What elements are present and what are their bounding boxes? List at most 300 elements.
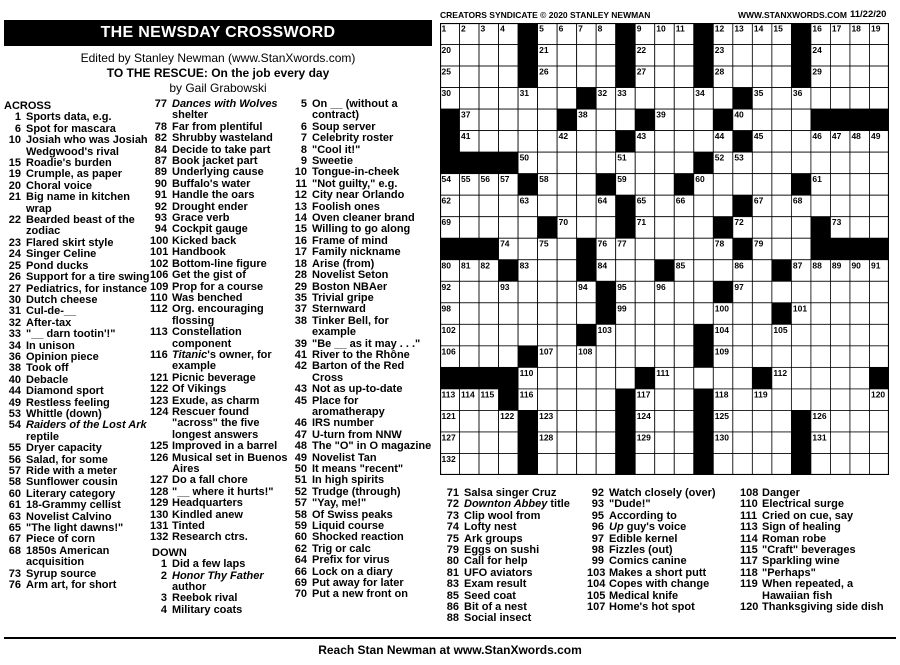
grid-cell[interactable] — [752, 324, 772, 346]
grid-cell[interactable] — [772, 432, 792, 454]
grid-cell[interactable] — [791, 238, 811, 260]
grid-cell[interactable] — [518, 217, 538, 239]
cell-number: 116 — [519, 389, 534, 400]
grid-cell[interactable] — [557, 152, 577, 174]
grid-cell[interactable] — [830, 152, 850, 174]
grid-cell[interactable] — [713, 453, 733, 475]
grid-cell[interactable] — [830, 410, 850, 432]
grid-cell[interactable] — [577, 217, 597, 239]
grid-cell[interactable] — [850, 152, 870, 174]
grid-cell[interactable] — [850, 324, 870, 346]
grid-cell[interactable] — [655, 195, 675, 217]
grid-cell[interactable] — [869, 195, 889, 217]
grid-cell[interactable] — [616, 324, 636, 346]
grid-cell[interactable] — [655, 238, 675, 260]
grid-cell[interactable] — [869, 346, 889, 368]
grid-cell[interactable] — [752, 260, 772, 282]
grid-cell[interactable] — [577, 367, 597, 389]
grid-cell[interactable] — [694, 260, 714, 282]
grid-block — [479, 367, 499, 389]
grid-cell[interactable] — [694, 303, 714, 325]
grid-cell[interactable] — [733, 303, 753, 325]
grid-cell[interactable] — [811, 453, 831, 475]
cell-number: 13 — [734, 23, 744, 34]
grid-cell[interactable] — [674, 453, 694, 475]
grid-cell[interactable] — [479, 453, 499, 475]
grid-cell[interactable] — [499, 346, 519, 368]
grid-cell[interactable] — [752, 432, 772, 454]
grid-cell[interactable] — [616, 367, 636, 389]
grid-cell[interactable] — [518, 238, 538, 260]
grid-cell[interactable] — [811, 152, 831, 174]
cell-number: 67 — [753, 195, 764, 206]
grid-cell[interactable] — [811, 303, 831, 325]
grid-cell[interactable] — [791, 131, 811, 153]
grid-cell[interactable] — [850, 367, 870, 389]
cell-number: 77 — [617, 238, 627, 249]
grid-cell[interactable] — [850, 217, 870, 239]
grid-cell[interactable] — [499, 303, 519, 325]
grid-cell[interactable] — [557, 281, 577, 303]
grid-cell[interactable] — [772, 109, 792, 131]
grid-cell[interactable] — [557, 260, 577, 282]
grid-cell[interactable] — [772, 346, 792, 368]
grid-cell[interactable] — [830, 45, 850, 67]
grid-cell[interactable] — [733, 66, 753, 88]
grid-cell[interactable] — [772, 174, 792, 196]
grid-cell[interactable] — [596, 389, 616, 411]
grid-cell[interactable] — [577, 174, 597, 196]
grid-cell[interactable] — [791, 389, 811, 411]
grid-cell[interactable] — [655, 432, 675, 454]
grid-cell[interactable] — [577, 195, 597, 217]
grid-cell[interactable] — [655, 410, 675, 432]
grid-cell[interactable] — [674, 152, 694, 174]
grid-cell[interactable] — [518, 324, 538, 346]
grid-cell[interactable] — [635, 346, 655, 368]
grid-cell[interactable] — [772, 281, 792, 303]
grid-cell[interactable] — [479, 324, 499, 346]
grid-cell[interactable] — [557, 303, 577, 325]
cell-number: 34 — [695, 88, 705, 99]
grid-cell[interactable] — [674, 88, 694, 110]
grid-cell[interactable] — [557, 367, 577, 389]
grid-cell[interactable] — [869, 174, 889, 196]
clue-number: 13 — [294, 200, 307, 213]
grid-cell[interactable] — [655, 453, 675, 475]
grid-cell[interactable] — [733, 453, 753, 475]
grid-cell[interactable] — [850, 303, 870, 325]
grid-cell[interactable] — [830, 195, 850, 217]
grid-cell[interactable] — [460, 66, 480, 88]
grid-cell[interactable] — [791, 109, 811, 131]
grid-cell[interactable] — [674, 324, 694, 346]
grid-cell[interactable] — [869, 324, 889, 346]
grid-cell[interactable] — [752, 346, 772, 368]
grid-cell[interactable] — [850, 410, 870, 432]
grid-cell[interactable] — [694, 238, 714, 260]
grid-cell[interactable] — [557, 410, 577, 432]
grid-cell[interactable] — [499, 45, 519, 67]
grid-cell[interactable] — [460, 432, 480, 454]
grid-cell[interactable] — [596, 410, 616, 432]
grid-cell[interactable] — [577, 453, 597, 475]
grid-cell[interactable] — [850, 45, 870, 67]
grid-cell[interactable] — [577, 152, 597, 174]
grid-cell[interactable] — [850, 174, 870, 196]
grid-cell[interactable] — [869, 45, 889, 67]
cell-number: 66 — [675, 195, 686, 206]
grid-cell[interactable] — [850, 66, 870, 88]
grid-cell[interactable] — [596, 109, 616, 131]
grid-cell[interactable] — [752, 303, 772, 325]
grid-cell[interactable] — [460, 324, 480, 346]
grid-cell[interactable] — [596, 367, 616, 389]
grid-cell[interactable] — [752, 66, 772, 88]
grid-cell[interactable] — [479, 45, 499, 67]
grid-cell[interactable] — [791, 346, 811, 368]
grid-cell[interactable] — [772, 88, 792, 110]
grid-cell[interactable] — [635, 260, 655, 282]
grid-cell[interactable] — [733, 45, 753, 67]
grid-cell[interactable] — [674, 389, 694, 411]
cell-number: 119 — [753, 389, 768, 400]
grid-cell[interactable] — [616, 109, 636, 131]
grid-cell[interactable] — [557, 238, 577, 260]
grid-cell[interactable] — [557, 174, 577, 196]
crossword-grid[interactable] — [440, 23, 889, 475]
grid-cell[interactable] — [752, 45, 772, 67]
grid-cell[interactable] — [557, 324, 577, 346]
grid-cell[interactable] — [460, 453, 480, 475]
grid-cell[interactable] — [850, 389, 870, 411]
grid-cell[interactable] — [830, 453, 850, 475]
grid-cell[interactable] — [674, 66, 694, 88]
grid-cell[interactable] — [850, 88, 870, 110]
grid-cell[interactable] — [694, 109, 714, 131]
grid-cell[interactable] — [791, 152, 811, 174]
grid-cell[interactable] — [577, 389, 597, 411]
grid-cell[interactable] — [674, 410, 694, 432]
grid-cell[interactable] — [499, 432, 519, 454]
grid-cell[interactable] — [479, 432, 499, 454]
grid-cell[interactable] — [635, 88, 655, 110]
grid-cell[interactable] — [538, 88, 558, 110]
grid-cell[interactable] — [557, 195, 577, 217]
grid-cell[interactable] — [460, 346, 480, 368]
grid-cell[interactable] — [791, 281, 811, 303]
grid-cell[interactable] — [674, 109, 694, 131]
grid-cell[interactable] — [694, 367, 714, 389]
grid-cell[interactable] — [557, 453, 577, 475]
grid-cell[interactable] — [830, 346, 850, 368]
grid-cell[interactable] — [538, 281, 558, 303]
grid-block — [616, 389, 636, 411]
grid-cell[interactable] — [538, 109, 558, 131]
grid-cell[interactable] — [538, 260, 558, 282]
grid-cell[interactable] — [479, 109, 499, 131]
grid-cell[interactable] — [635, 453, 655, 475]
grid-cell[interactable] — [869, 88, 889, 110]
grid-cell[interactable] — [577, 432, 597, 454]
grid-cell[interactable] — [499, 66, 519, 88]
grid-cell[interactable] — [557, 389, 577, 411]
clue-text: UFO aviators — [464, 566, 533, 579]
grid-cell[interactable] — [616, 346, 636, 368]
grid-cell[interactable] — [752, 152, 772, 174]
grid-cell[interactable] — [635, 324, 655, 346]
grid-cell[interactable] — [869, 281, 889, 303]
grid-cell[interactable] — [479, 88, 499, 110]
grid-cell[interactable] — [674, 45, 694, 67]
clue-item — [150, 190, 296, 201]
grid-cell[interactable] — [479, 131, 499, 153]
grid-cell[interactable] — [518, 281, 538, 303]
grid-cell[interactable] — [674, 217, 694, 239]
grid-cell[interactable] — [655, 88, 675, 110]
grid-cell[interactable] — [811, 346, 831, 368]
grid-cell[interactable] — [479, 410, 499, 432]
grid-cell[interactable] — [850, 453, 870, 475]
grid-cell[interactable] — [869, 303, 889, 325]
grid-cell[interactable] — [830, 88, 850, 110]
grid-cell[interactable] — [694, 195, 714, 217]
grid-cell[interactable] — [752, 109, 772, 131]
grid-cell[interactable] — [460, 45, 480, 67]
clue-column-6 — [740, 488, 896, 613]
grid-cell[interactable] — [733, 324, 753, 346]
grid-cell[interactable] — [479, 281, 499, 303]
grid-cell[interactable] — [674, 303, 694, 325]
clue-item — [150, 498, 296, 509]
grid-cell[interactable] — [518, 303, 538, 325]
grid-cell[interactable] — [596, 217, 616, 239]
grid-cell[interactable] — [655, 303, 675, 325]
grid-cell[interactable] — [538, 389, 558, 411]
grid-cell[interactable] — [772, 45, 792, 67]
grid-block — [518, 23, 538, 45]
grid-cell[interactable] — [635, 174, 655, 196]
grid-cell[interactable] — [713, 88, 733, 110]
grid-cell[interactable] — [557, 346, 577, 368]
grid-cell[interactable] — [869, 217, 889, 239]
grid-cell[interactable] — [791, 324, 811, 346]
grid-cell[interactable] — [596, 346, 616, 368]
grid-cell[interactable] — [811, 324, 831, 346]
grid-cell[interactable] — [557, 88, 577, 110]
grid-cell[interactable] — [752, 410, 772, 432]
clue-item — [150, 327, 296, 350]
grid-cell[interactable] — [538, 303, 558, 325]
grid-cell[interactable] — [538, 453, 558, 475]
grid-cell[interactable] — [811, 195, 831, 217]
grid-cell[interactable] — [655, 324, 675, 346]
grid-cell[interactable] — [499, 324, 519, 346]
grid-cell[interactable] — [538, 195, 558, 217]
grid-cell[interactable] — [733, 346, 753, 368]
grid-cell[interactable] — [577, 303, 597, 325]
grid-cell[interactable] — [499, 88, 519, 110]
grid-cell[interactable] — [538, 367, 558, 389]
grid-cell[interactable] — [811, 281, 831, 303]
grid-cell[interactable] — [479, 303, 499, 325]
grid-cell[interactable] — [635, 238, 655, 260]
clue-item — [290, 190, 432, 201]
grid-cell[interactable] — [655, 152, 675, 174]
grid-cell[interactable] — [655, 346, 675, 368]
grid-cell[interactable] — [772, 410, 792, 432]
cell-number: 78 — [714, 238, 725, 249]
grid-cell[interactable] — [850, 195, 870, 217]
grid-cell[interactable] — [479, 346, 499, 368]
grid-cell[interactable] — [752, 217, 772, 239]
grid-cell[interactable] — [694, 131, 714, 153]
clue-number: 90 — [154, 177, 167, 190]
grid-cell[interactable] — [733, 367, 753, 389]
grid-cell[interactable] — [791, 367, 811, 389]
grid-cell[interactable] — [460, 303, 480, 325]
grid-cell[interactable] — [674, 131, 694, 153]
grid-cell[interactable] — [830, 432, 850, 454]
grid-block — [616, 195, 636, 217]
grid-cell[interactable] — [460, 217, 480, 239]
grid-cell[interactable] — [772, 131, 792, 153]
grid-cell[interactable] — [499, 109, 519, 131]
grid-cell[interactable] — [596, 131, 616, 153]
grid-cell[interactable] — [538, 324, 558, 346]
grid-cell[interactable] — [577, 410, 597, 432]
cell-number: 52 — [714, 152, 725, 163]
cell-number: 88 — [812, 260, 822, 271]
grid-cell[interactable] — [479, 217, 499, 239]
clue-number: 44 — [8, 385, 21, 398]
grid-cell[interactable] — [460, 88, 480, 110]
grid-cell[interactable] — [772, 389, 792, 411]
grid-cell[interactable] — [596, 432, 616, 454]
grid-cell[interactable] — [499, 453, 519, 475]
grid-cell[interactable] — [752, 281, 772, 303]
grid-cell[interactable] — [830, 303, 850, 325]
grid-cell[interactable] — [655, 217, 675, 239]
grid-cell[interactable] — [850, 432, 870, 454]
grid-cell[interactable] — [460, 195, 480, 217]
grid-cell[interactable] — [772, 238, 792, 260]
grid-cell[interactable] — [518, 109, 538, 131]
grid-cell[interactable] — [811, 367, 831, 389]
grid-cell[interactable] — [596, 66, 616, 88]
grid-cell[interactable] — [752, 174, 772, 196]
grid-cell[interactable] — [830, 66, 850, 88]
grid-cell[interactable] — [460, 410, 480, 432]
clue-number: 2 — [160, 569, 167, 582]
grid-block — [616, 45, 636, 67]
grid-cell[interactable] — [655, 131, 675, 153]
grid-cell[interactable] — [674, 238, 694, 260]
grid-cell[interactable] — [479, 195, 499, 217]
grid-cell[interactable] — [499, 131, 519, 153]
grid-cell[interactable] — [772, 195, 792, 217]
clue-text: Electrical surge — [762, 498, 844, 511]
grid-cell[interactable] — [772, 66, 792, 88]
grid-cell[interactable] — [772, 453, 792, 475]
cell-number: 15 — [773, 23, 783, 34]
grid-cell[interactable] — [791, 217, 811, 239]
grid-cell[interactable] — [499, 195, 519, 217]
grid-cell[interactable] — [713, 174, 733, 196]
grid-cell[interactable] — [713, 367, 733, 389]
grid-cell[interactable] — [596, 453, 616, 475]
grid-cell[interactable] — [772, 152, 792, 174]
grid-cell[interactable] — [733, 410, 753, 432]
grid-cell[interactable] — [538, 152, 558, 174]
grid-cell[interactable] — [655, 66, 675, 88]
grid-cell[interactable] — [869, 152, 889, 174]
grid-cell[interactable] — [830, 367, 850, 389]
clue-text: Bottom-line figure — [172, 257, 267, 270]
clue-number: 74 — [446, 521, 459, 534]
grid-cell[interactable] — [596, 152, 616, 174]
grid-cell[interactable] — [577, 131, 597, 153]
grid-cell[interactable] — [635, 152, 655, 174]
grid-cell[interactable] — [752, 453, 772, 475]
grid-cell[interactable] — [655, 45, 675, 67]
grid-cell[interactable] — [850, 281, 870, 303]
grid-cell[interactable] — [557, 432, 577, 454]
grid-cell[interactable] — [869, 410, 889, 432]
grid-cell[interactable] — [655, 174, 675, 196]
grid-cell[interactable] — [518, 131, 538, 153]
grid-cell[interactable] — [713, 260, 733, 282]
grid-cell[interactable] — [869, 66, 889, 88]
grid-cell[interactable] — [577, 66, 597, 88]
clue-number: 92 — [154, 200, 167, 213]
grid-cell[interactable] — [713, 195, 733, 217]
grid-cell[interactable] — [811, 88, 831, 110]
grid-cell[interactable] — [577, 45, 597, 67]
grid-cell[interactable] — [635, 281, 655, 303]
clue-item — [4, 580, 150, 591]
grid-cell[interactable] — [850, 346, 870, 368]
grid-cell[interactable] — [674, 346, 694, 368]
grid-cell[interactable] — [674, 281, 694, 303]
grid-cell[interactable] — [557, 45, 577, 67]
grid-cell[interactable] — [733, 389, 753, 411]
grid-cell[interactable] — [694, 217, 714, 239]
grid-cell[interactable] — [733, 432, 753, 454]
grid-cell[interactable] — [830, 389, 850, 411]
grid-cell[interactable] — [674, 367, 694, 389]
grid-cell[interactable] — [557, 66, 577, 88]
grid-cell[interactable] — [694, 281, 714, 303]
grid-cell[interactable] — [635, 303, 655, 325]
grid-cell[interactable] — [655, 389, 675, 411]
grid-cell[interactable] — [479, 66, 499, 88]
grid-cell[interactable] — [869, 453, 889, 475]
grid-cell[interactable] — [830, 281, 850, 303]
grid-cell[interactable] — [596, 45, 616, 67]
grid-cell[interactable] — [869, 432, 889, 454]
grid-cell[interactable] — [772, 217, 792, 239]
grid-cell[interactable] — [830, 324, 850, 346]
grid-cell[interactable] — [499, 217, 519, 239]
grid-cell[interactable] — [733, 174, 753, 196]
grid-cell[interactable] — [538, 131, 558, 153]
grid-cell[interactable] — [674, 432, 694, 454]
grid-cell[interactable] — [830, 174, 850, 196]
grid-cell[interactable] — [616, 260, 636, 282]
grid-cell[interactable] — [811, 389, 831, 411]
grid-cell[interactable] — [460, 281, 480, 303]
